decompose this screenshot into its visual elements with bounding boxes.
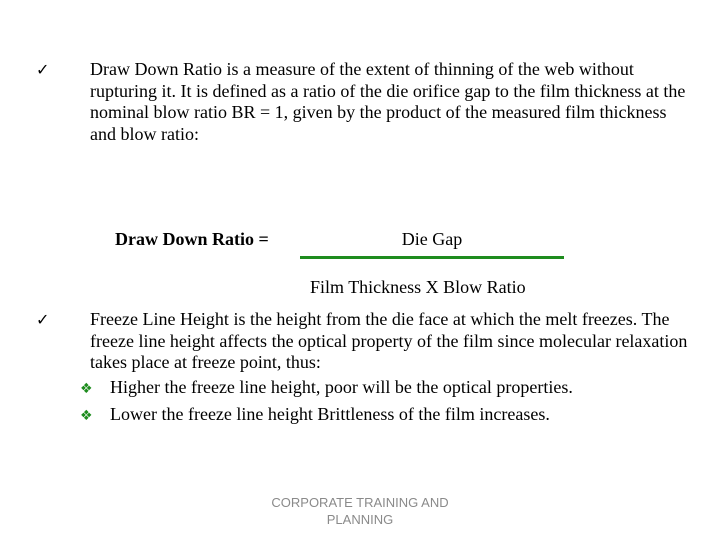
sub-bullet-text: Higher the freeze line height, poor will be the optical properties. [110,377,573,397]
diamond-bullet-icon: ❖ [80,408,93,424]
diamond-bullet-icon: ❖ [80,381,93,397]
footer-line-2: PLANNING [326,512,394,527]
formula-numerator: Die Gap [401,229,463,249]
freeze-line-height-paragraph: Freeze Line Height is the height from the die face at which the melt freezes. The freeze line height affects the optical property of the film since molecular relaxation takes place at freeze point, thus: [90,309,688,372]
formula-left-side: Draw Down Ratio = [115,229,269,249]
checkmark-icon: ✓ [36,60,50,79]
fraction-line [300,256,564,259]
footer-text [260,494,460,528]
draw-down-ratio-paragraph: Draw Down Ratio is a measure of the extent of thinning of the web without rupturing it. It is defined as a ratio of the die orifice gap to the film thickness at the nominal blow ratio BR = 1, given by the product of the measured film thickness and blow ratio: [90,59,686,144]
checkmark-icon: ✓ [36,310,50,329]
formula-denominator: Film Thickness X Blow Ratio [310,277,526,297]
footer-line-1: CORPORATE TRAINING AND [271,495,449,510]
sub-bullet-text: Lower the freeze line height Brittleness of the film increases. [110,404,550,424]
sub-bullet-item [80,376,573,400]
sub-bullet-item [80,403,550,427]
